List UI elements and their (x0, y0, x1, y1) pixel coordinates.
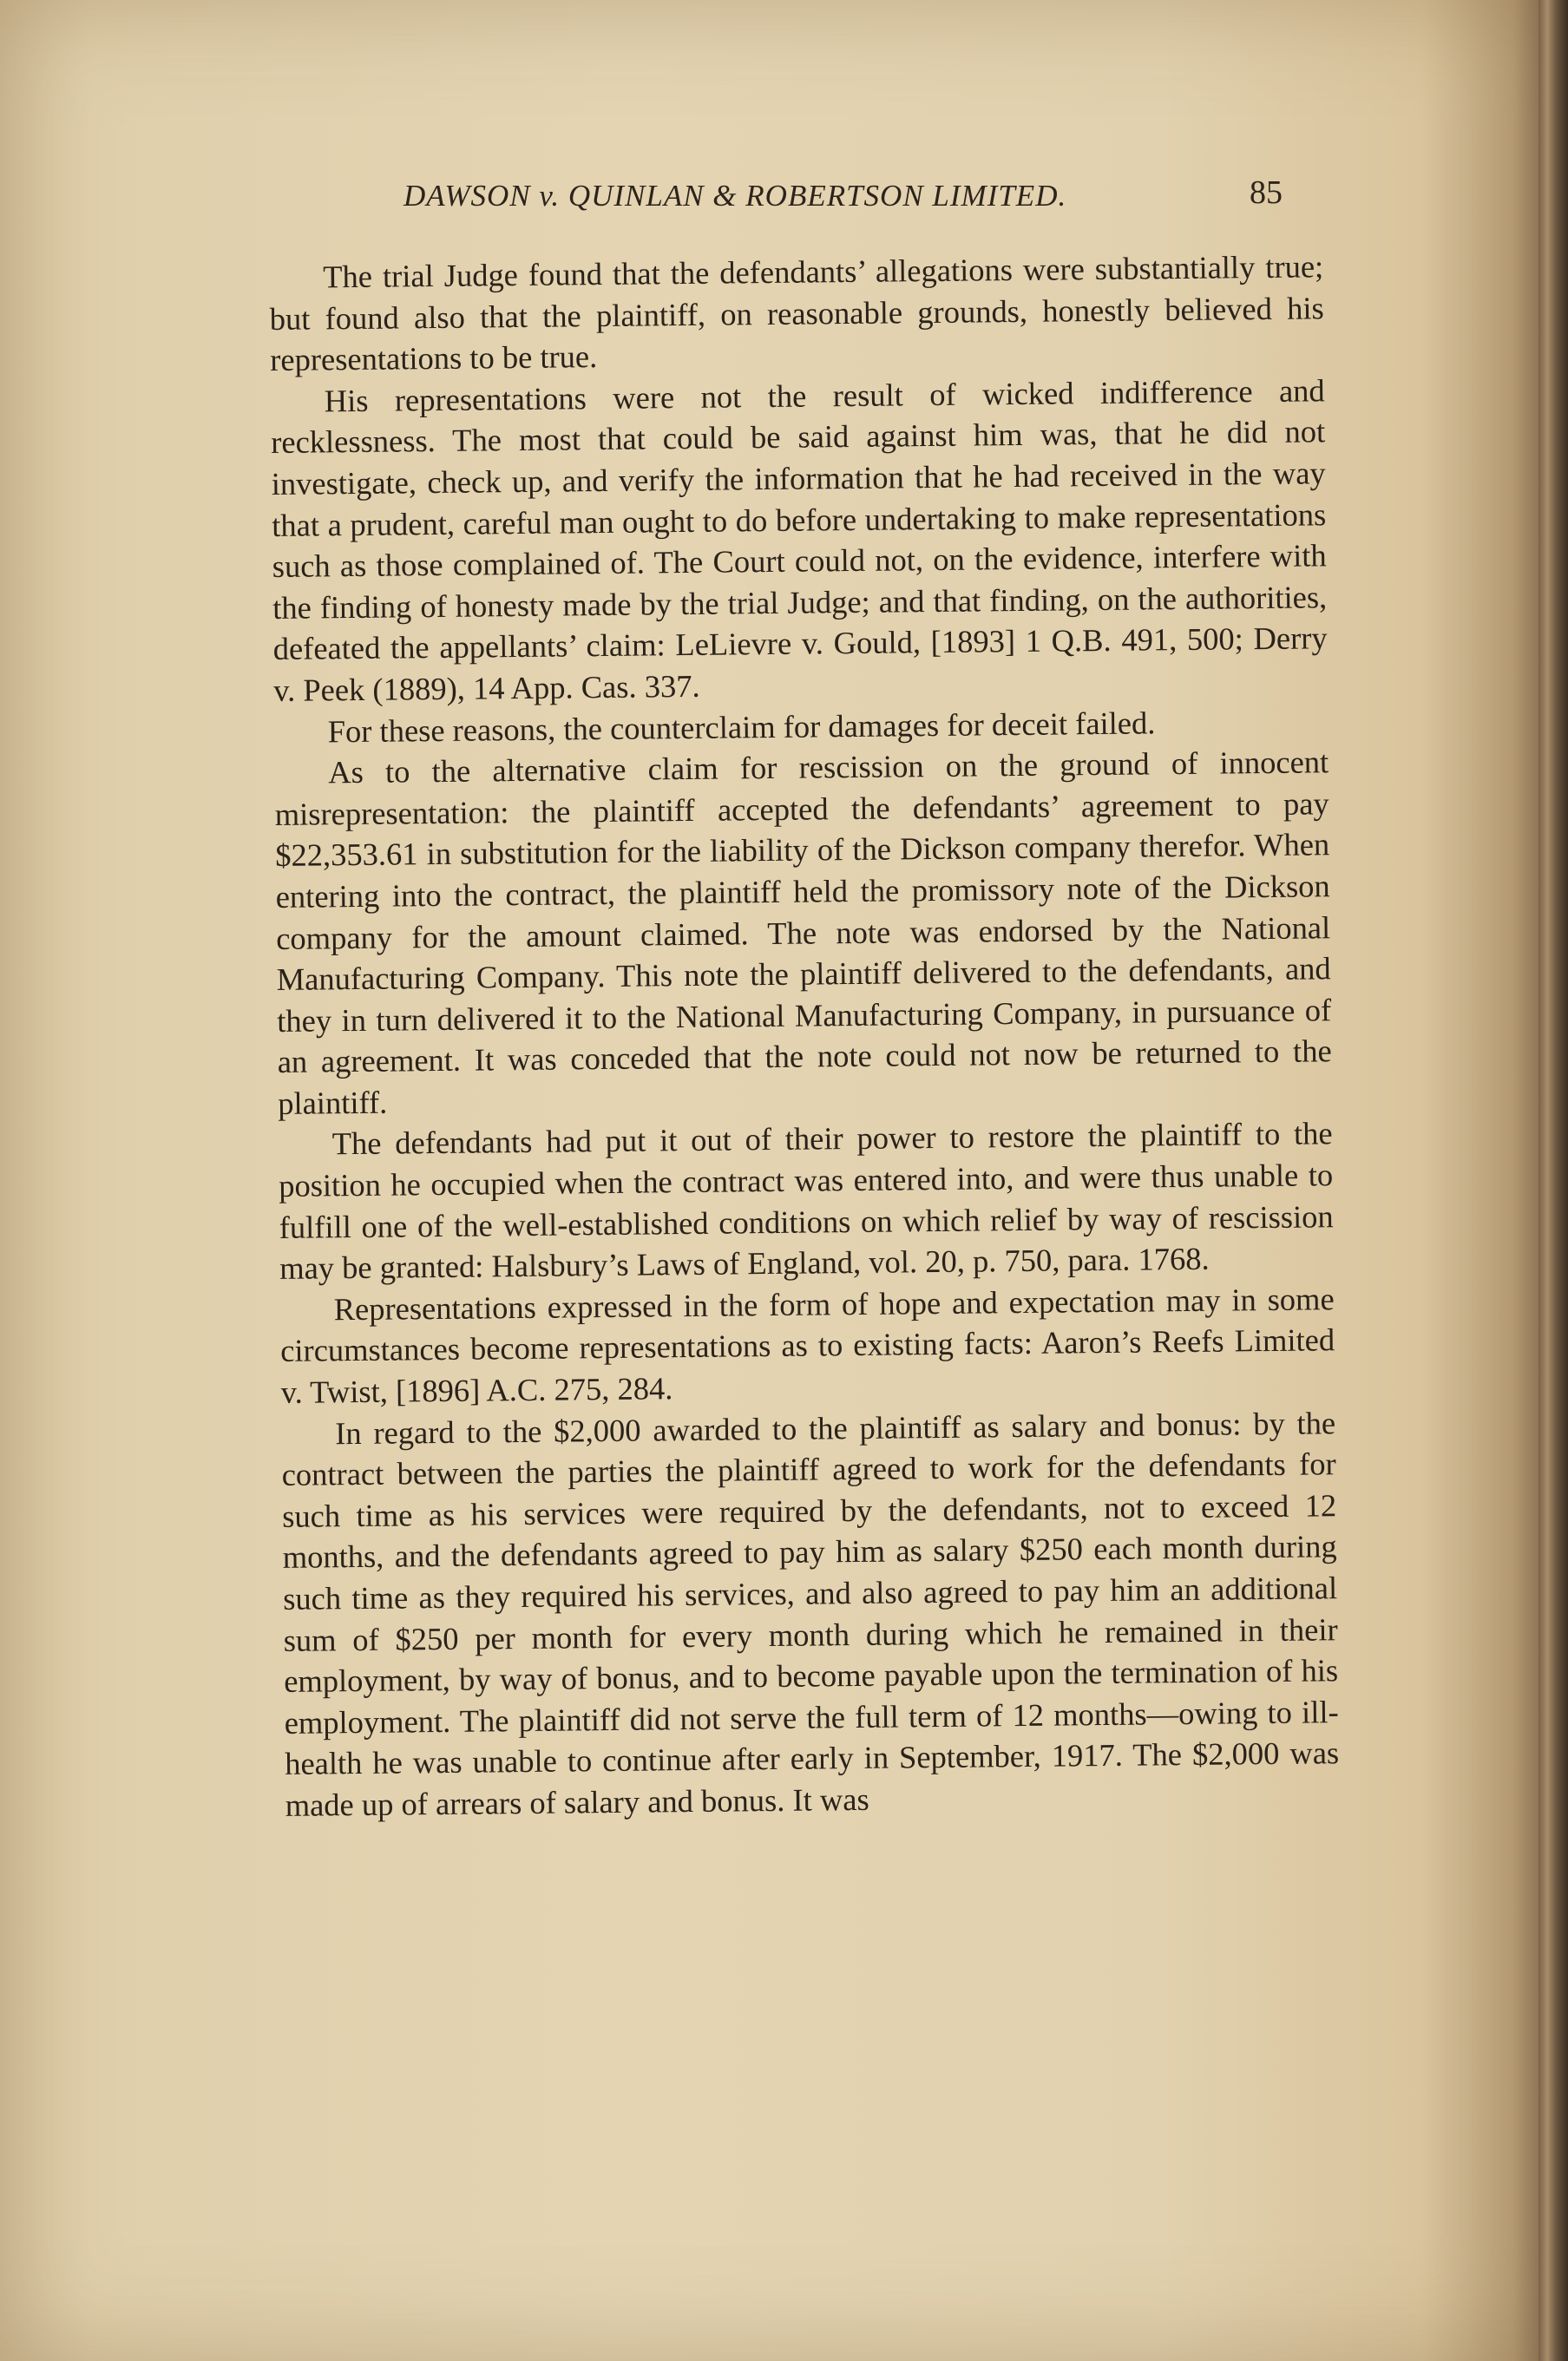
paragraph: His representations were not the result of wicked indifference and recklessness. The most that could be said against him was, that he did not investigate, check up, and verify the information that he had received in the way that a prudent, careful man ought to do before undertaking to make representations such as those complained of. The Court could not, on the evidence, interfere with the finding of honesty made by the trial Judge; and that finding, on the authorities, defeated the appellants’ claim: LeLievre v. Gould, [1893] 1 Q.B. 491, 500; Derry v. Peek (1889), 14 App. Cas. 337. (271, 372, 1328, 708)
page-body (269, 246, 1340, 1826)
paragraph: In regard to the $2,000 awarded to the plaintiff as salary and bonus: by the contract between the parties the plaintiff agreed to work for the defendants for such time as his services were required by the defendants, not to exceed 12 months, and the defendants agreed to pay him as salary $250 each month during such time as they required his services, and also agreed to pay him an additional sum of $250 per month for every month during which he remained in their employment, by way of bonus, and to become payable upon the termination of his employment. The plaintiff did not serve the full term of 12 months—owing to ill-health he was unable to continue after early in September, 1917. The $2,000 was made up of arrears of salary and bonus. It was (281, 1404, 1340, 1823)
paragraph: The trial Judge found that the defendants’ allegations were substantially true; but found also that the plaintiff, on reasonable grounds, honestly believed his representations to be true. (269, 248, 1324, 378)
paragraph: For these reasons, the counterclaim for damages for deceit failed. (327, 704, 1156, 749)
page-header (260, 174, 1302, 226)
running-head: DAWSON v. QUINLAN & ROBERTSON LIMITED. (403, 179, 1067, 213)
paragraph: Representations expressed in the form of hope and expectation may in some circumstances become representations as to existing facts: Aaron’s Reefs Limited v. Twist, [1896] A.C. 275, 284. (279, 1281, 1335, 1410)
paragraph: As to the alternative claim for rescission on the ground of innocent misrepresentation: the plaintiff accepted the defendants’ agreement to pay $22,353.61 in substitution for the liability of the Dickson company therefor. When entering into the contract, the plaintiff held the promissory note of the Dickson company for the amount claimed. The note was endorsed by the National Manufacturing Company. This note the plaintiff delivered to the defendants, and they in turn delivered it to the National Manufacturing Company, in pursuance of an agreement. It was conceded that the note could not now be returned to the plaintiff. (274, 744, 1332, 1121)
page-number: 85 (1250, 174, 1283, 211)
page-edge-shadow (1538, 0, 1568, 2361)
paragraph: The defendants had put it out of their power to restore the plaintiff to the position he occupied when the contract was entered into, and were thus unable to fulfill one of the well-established conditions on which relief by way of rescission may be granted: Halsbury’s Laws of England, vol. 20, p. 750, para. 1768. (278, 1115, 1334, 1287)
